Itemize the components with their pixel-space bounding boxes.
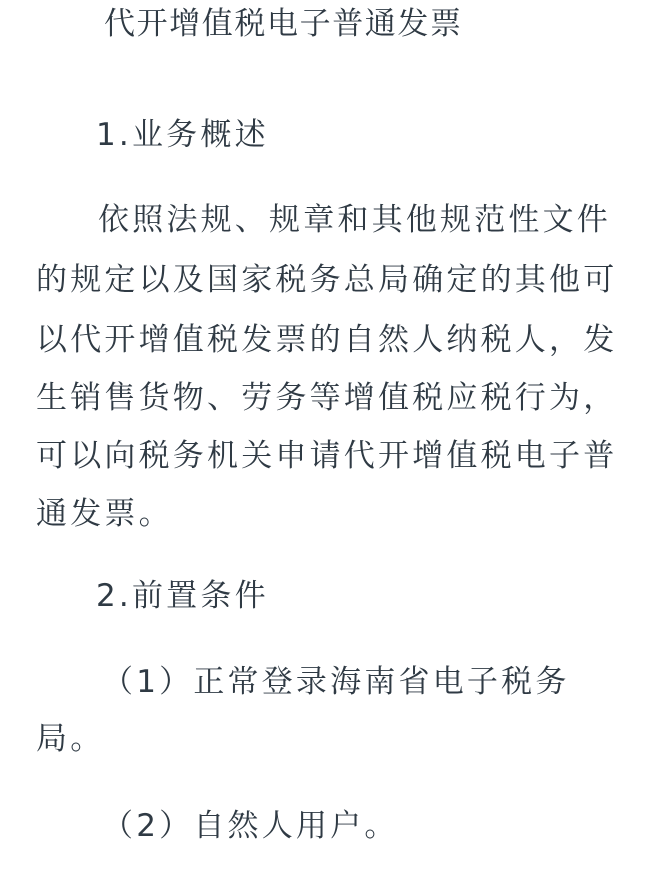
paragraph-line: 通发票。 <box>36 496 173 532</box>
article-title: 代开增值税电子普通发票 <box>104 6 463 42</box>
paragraph-line: 依照法规、规章和其他规范性文件 <box>98 202 611 238</box>
paragraph-line: 生销售货物、劳务等增值税应税行为， <box>36 380 618 416</box>
list-item-line: （1）正常登录海南省电子税务 <box>102 664 570 700</box>
paragraph-line: 可以向税务机关申请代开增值税电子普 <box>36 438 618 474</box>
list-item: （2）自然人用户。 <box>102 808 399 844</box>
paragraph-line: 以代开增值税发票的自然人纳税人，发 <box>36 322 618 358</box>
list-item-line: 局。 <box>36 721 105 757</box>
section-heading-prerequisites: 2.前置条件 <box>96 578 269 614</box>
section-heading-overview: 1.业务概述 <box>96 117 269 153</box>
paragraph-line: 的规定以及国家税务总局确定的其他可 <box>36 262 618 298</box>
